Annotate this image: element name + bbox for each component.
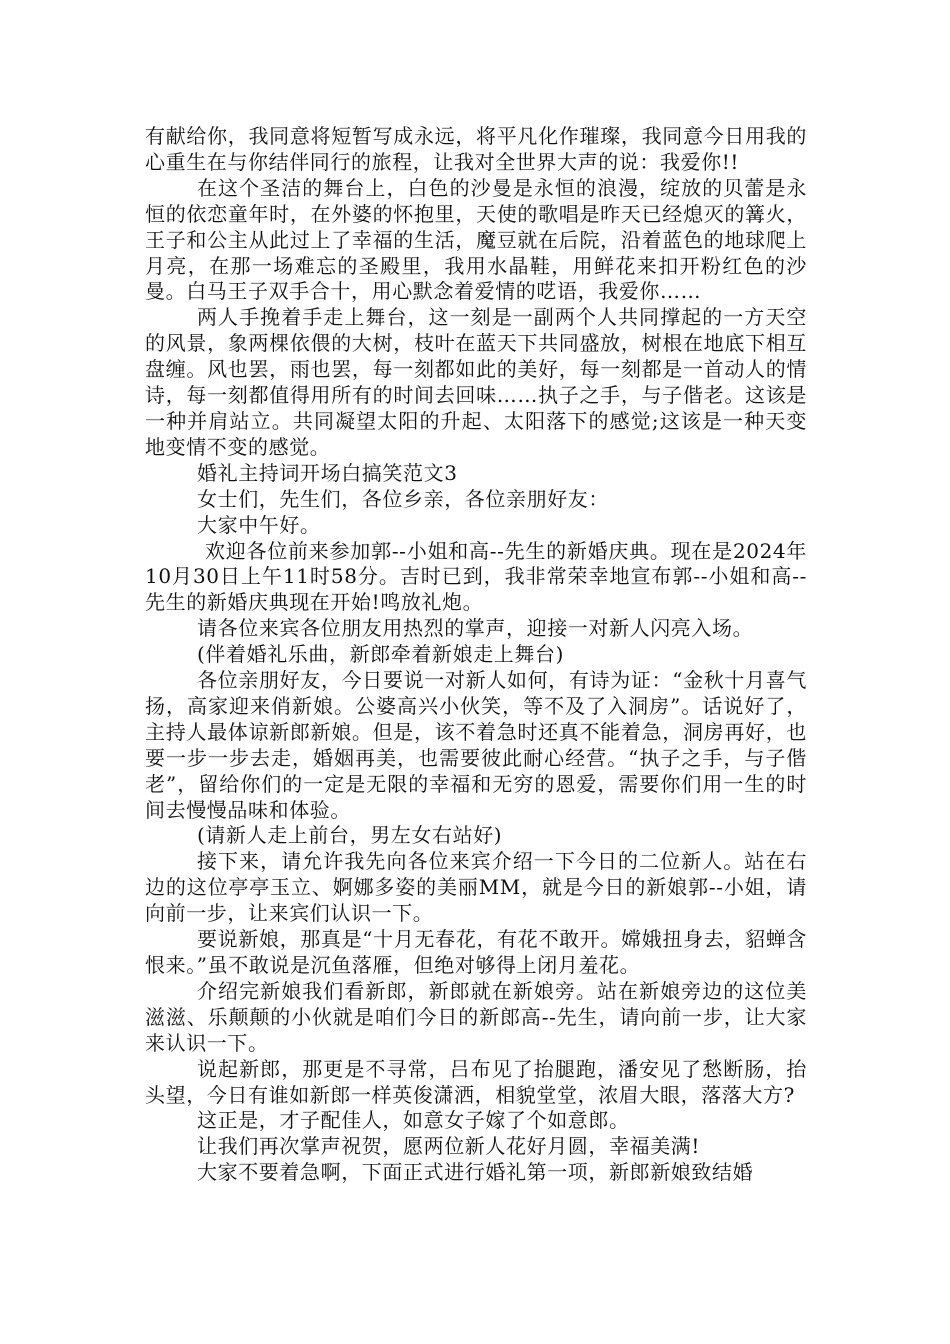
paragraph-stage-direction-position: (请新人走上前台，男左女右站好)	[197, 823, 503, 848]
document-body	[145, 124, 807, 1186]
paragraph-introduce-bride: 接下来，请允许我先向各位来宾介绍一下今日的二位新人。站在右边的这位亭亭玉立、婀娜多姿的美丽MM，就是今日的新娘郭--小姐，请向前一步，让来宾们认识一下。	[145, 849, 807, 926]
paragraph-perfect-match: 这正是，才子配佳人，如意女子嫁了个如意郎。	[197, 1108, 630, 1133]
paragraph-first-item: 大家不要着急啊，下面正式进行婚礼第一项，新郎新娘致结婚	[197, 1160, 754, 1185]
paragraph-greeting: 女士们，先生们，各位乡亲，各位亲朋好友：	[197, 486, 609, 511]
paragraph-good-noon: 大家中午好。	[197, 512, 321, 537]
paragraph-applause-entrance: 请各位来宾各位朋友用热烈的掌声，迎接一对新人闪亮入场。	[197, 616, 754, 641]
paragraph-introduce-groom: 介绍完新娘我们看新郎，新郎就在新娘旁。站在新娘旁边的这位美滋滋、乐颠颠的小伙就是咱们今日的新郎高--先生，请向前一步，让大家来认识一下。	[145, 978, 807, 1055]
paragraph-vow-continuation: 有献给你，我同意将短暂写成永远，将平凡化作璀璨，我同意今日用我的心重生在与你结伴同行的旅程，让我对全世界大声的说：我爱你!!	[145, 124, 807, 174]
paragraph-congratulate: 让我们再次掌声祝贺，愿两位新人花好月圆，幸福美满!	[197, 1134, 701, 1159]
paragraph-stage-romance: 在这个圣洁的舞台上，白色的沙曼是永恒的浪漫，绽放的贝蕾是永恒的依恋童年时，在外婆的怀抱里，天使的歌唱是昨天已经熄灭的篝火，王子和公主从此过上了幸福的生活，魔豆就在后院，沿着蓝色的地球爬上月亮，在那一场难忘的圣殿里，我用水晶鞋，用鲜花来扣开粉红色的沙曼。白马王子双手合十，用心默念着爱情的呓语，我爱你……	[145, 175, 807, 304]
paragraph-hand-in-hand: 两人手挽着手走上舞台，这一刻是一副两个人共同撑起的一方天空的风景，象两棵依偎的大树，枝叶在蓝天下共同盛放，树根在地底下相互盘缠。风也罢，雨也罢，每一刻都如此的美好，每一刻都是一首动人的情诗，每一刻都值得用所有的时间去回味……执子之手，与子偕老。这该是一种并肩站立。共同凝望太阳的升起、太阳落下的感觉;这该是一种天变地变情不变的感觉。	[145, 305, 807, 459]
paragraph-poem: 各位亲朋好友，今日要说一对新人如何，有诗为证：“金秋十月喜气扬，高家迎来俏新娘。公婆高兴小伙笑，等不及了入洞房”。话说好了，主持人最体谅新郎新娘。但是，该不着急时还真不能着急，洞房再好，也要一步一步去走，婚姻再美，也需要彼此耐心经营。“执子之手，与子偕老”，留给你们的一定是无限的幸福和无穷的恩爱，需要你们用一生的时间去慢慢品味和体验。	[145, 668, 807, 822]
paragraph-welcome: 欢迎各位前来参加郭--小姐和高--先生的新婚庆典。现在是2024年10月30日上午11时58分。吉时已到，我非常荣幸地宣布郭--小姐和高--先生的新婚庆典现在开始!鸣放礼炮。	[145, 538, 807, 615]
paragraph-groom-praise: 说起新郎，那更是不寻常，吕布见了抬腿跑，潘安见了愁断肠，抬头望，今日有谁如新郎一样英俊潇洒，相貌堂堂，浓眉大眼，落落大方?	[145, 1056, 807, 1107]
paragraph-bride-praise: 要说新娘，那真是“十月无春花，有花不敢开。嫦娥扭身去，貂蝉含恨来。”虽不敢说是沉鱼落雁，但绝对够得上闭月羞花。	[145, 927, 807, 977]
section-heading: 婚礼主持词开场白搞笑范文3	[197, 460, 458, 485]
paragraph-stage-direction-music: (伴着婚礼乐曲，新郎牵着新娘走上舞台)	[197, 642, 565, 667]
